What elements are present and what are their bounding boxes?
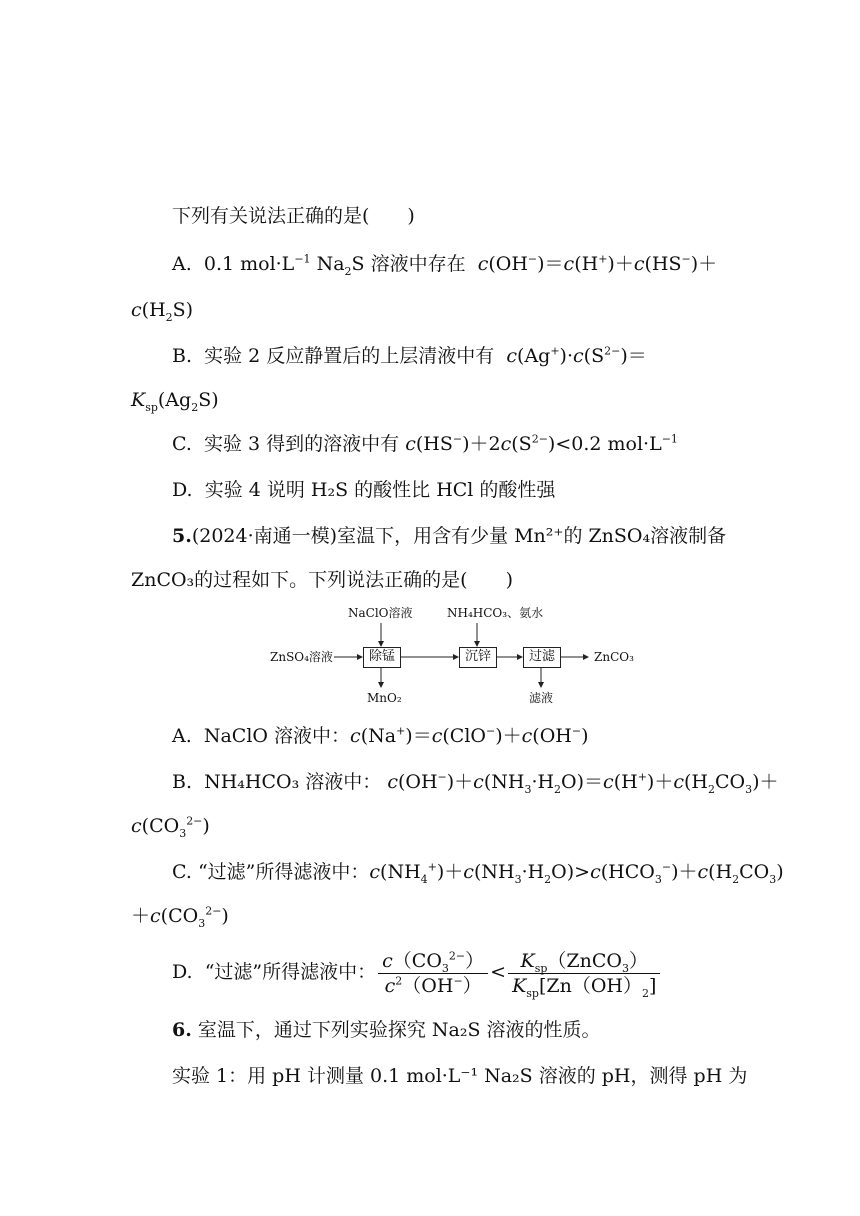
option-label: B.: [172, 345, 193, 367]
question-number: 6.: [172, 1019, 192, 1041]
option-label: B.: [172, 771, 193, 793]
option-4b-cont: $K_{sp}(Ag_2S)$: [131, 389, 219, 414]
option-5c: C. “过滤”所得滤液中：$c(NH_4^+)+c(NH_3\cdot H_2O)>c(HCO_3^-)+c(H_2CO_3)$: [172, 860, 784, 886]
option-label: A.: [172, 253, 192, 275]
option-4c: C. 实验 3 得到的溶液中有 $c(HS^-)+2c(S^{2-})<0.2$ $mol\cdot L^{-1}$: [172, 432, 678, 455]
input-nh4hco3: NH₄HCO₃、氨水: [447, 606, 544, 620]
option-label: C.: [172, 433, 192, 455]
option-4a: A. 0.1 $mol\cdot L^{-1}$ $Na_2S$ 溶液中存在 c(OH−)＝c(H+)＋c(HS−)＋: [172, 252, 718, 278]
input-naclo: NaClO溶液: [348, 606, 413, 620]
product: ZnCO₃: [594, 650, 634, 664]
step-box-filter: 过滤: [523, 647, 561, 668]
option-5c-cont: $+c(CO_3^{2-})$: [131, 904, 229, 930]
experiment-1: 实验 1：用 pH 计测量 0.1 mol·L⁻¹ Na₂S 溶液的 pH，测得 pH 为: [172, 1065, 748, 1087]
output-filtrate: 滤液: [529, 691, 554, 705]
option-5a: A. NaClO 溶液中：c(Na+)＝c(ClO−)＋c(OH−): [172, 724, 589, 747]
option-5b: B. NH₄HCO₃ 溶液中： $c(OH^-)+c(NH_3\cdot H_2O)=c(H^+)+c(H_2CO_3)+$: [172, 770, 779, 796]
start-material: ZnSO₄溶液: [270, 650, 333, 664]
output-mno2: MnO₂: [367, 691, 402, 705]
step-box-precipitate-zinc: 沉锌: [459, 647, 497, 668]
option-label: D.: [172, 961, 193, 983]
option-label: D.: [172, 479, 193, 501]
fraction-left: $\frac{c(CO_3^{2-})}{c^2(OH^-)}$: [378, 951, 488, 996]
question-5-stem-cont: ZnCO₃的过程如下。下列说法正确的是( ): [131, 569, 513, 591]
option-4a-cont: $c(H_2S)$: [131, 299, 194, 324]
option-label: C.: [172, 861, 192, 883]
option-label: A.: [172, 725, 192, 747]
option-4b: B. 实验 2 反应静置后的上层清液中有 $c(Ag^+)\cdot c(S^{2-})=$: [172, 344, 647, 367]
option-5d: D. “过滤”所得滤液中： $\frac{c(CO_3^{2-})}{c^2(OH^-)}$ < $\frac{K_{sp}(ZnCO_3)}{K_{sp}[Zn(OH)_2]}$: [172, 950, 662, 996]
fraction-right: $\frac{K_{sp}(ZnCO_3)}{K_{sp}[Zn(OH)_2]}$: [508, 951, 660, 996]
step-box-demanganese: 除锰: [363, 647, 401, 668]
option-4d: D. 实验 4 说明 H₂S 的酸性比 HCl 的酸性强: [172, 479, 556, 501]
option-5b-cont: $c(CO_3^{2-})$: [131, 814, 210, 840]
question-6-stem: 6. 室温下，通过下列实验探究 Na₂S 溶液的性质。: [172, 1019, 601, 1041]
question-intro: 下列有关说法正确的是( ): [172, 205, 415, 227]
question-number: 5.: [172, 525, 192, 547]
question-5-stem: 5.(2024·南通一模)室温下，用含有少量 Mn²⁺的 ZnSO₄溶液制备: [172, 525, 727, 547]
process-flow-diagram: [270, 603, 650, 713]
question-source: (2024·南通一模): [191, 525, 338, 547]
